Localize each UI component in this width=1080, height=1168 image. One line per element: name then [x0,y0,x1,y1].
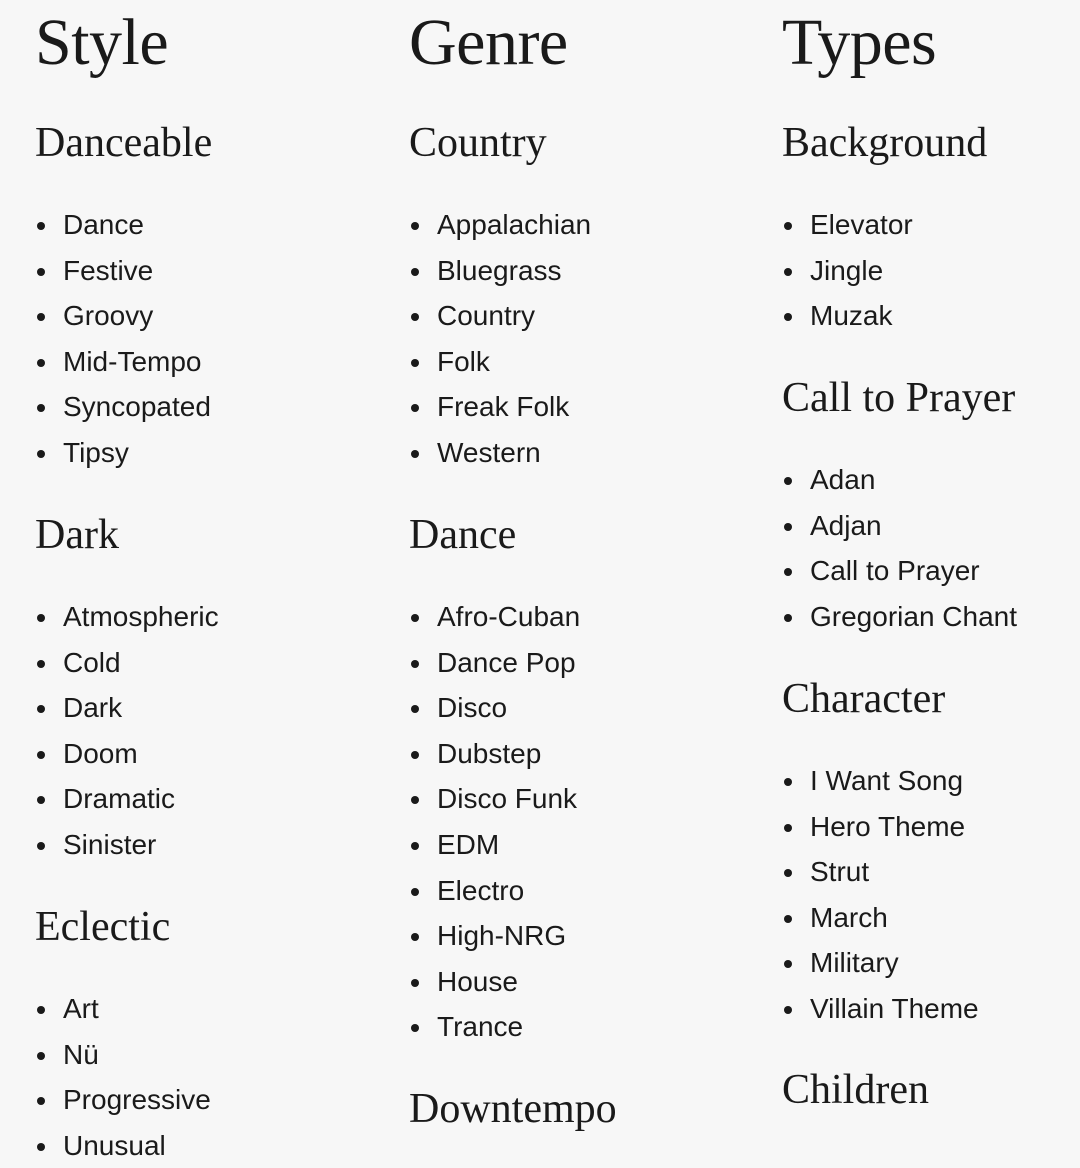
list-item: Folk [409,339,591,385]
section-title: Dance [409,512,517,558]
section-character [782,676,1080,1024]
section-title: Eclectic [35,904,171,950]
item-list [35,986,211,1168]
list-item: Hero Theme [782,804,979,850]
list-item: Elevator [782,202,913,248]
item-list [35,594,219,868]
list-item: Unusual [35,1123,211,1168]
list-item: Adjan [782,503,1017,549]
section-children [782,1067,1080,1113]
list-item: Muzak [782,293,913,339]
list-item: Disco [409,685,580,731]
list-item: Sinister [35,822,219,868]
section-title: Country [409,120,547,166]
item-list [782,202,913,339]
column-title: Genre [409,6,568,79]
list-item: House [409,959,580,1005]
item-list [409,202,591,476]
section-title: Call to Prayer [782,375,1016,421]
list-item: High-NRG [409,913,580,959]
section-dark [35,512,365,860]
section-danceable [35,120,365,468]
list-item: I Want Song [782,758,979,804]
column-title: Types [782,6,937,79]
section-country [409,120,739,468]
list-item: Electro [409,868,580,914]
list-item: Appalachian [409,202,591,248]
column-title: Style [35,6,169,79]
list-item: Dubstep [409,731,580,777]
section-title: Dark [35,512,119,558]
list-item: Dark [35,685,219,731]
list-item: Afro-Cuban [409,594,580,640]
list-item: Military [782,940,979,986]
list-item: Progressive [35,1077,211,1123]
item-list [782,758,979,1032]
list-item: Doom [35,731,219,777]
section-call-to-prayer [782,375,1080,632]
list-item: Groovy [35,293,211,339]
section-title: Background [782,120,988,166]
section-downtempo [409,1086,739,1132]
list-item: Trance [409,1004,580,1050]
section-title: Downtempo [409,1086,617,1132]
section-background [782,120,1080,332]
list-item: Tipsy [35,430,211,476]
list-item: Bluegrass [409,248,591,294]
list-item: Freak Folk [409,384,591,430]
list-item: Disco Funk [409,776,580,822]
section-title: Children [782,1067,929,1113]
list-item: Cold [35,640,219,686]
list-item: Gregorian Chant [782,594,1017,640]
list-item: Dance [35,202,211,248]
list-item: Syncopated [35,384,211,430]
section-title: Character [782,676,946,722]
item-list [782,457,1017,639]
list-item: Villain Theme [782,986,979,1032]
section-dance [409,512,739,1043]
list-item: Atmospheric [35,594,219,640]
list-item: Art [35,986,211,1032]
list-item: EDM [409,822,580,868]
list-item: Dramatic [35,776,219,822]
list-item: Dance Pop [409,640,580,686]
item-list [35,202,211,476]
list-item: Mid-Tempo [35,339,211,385]
list-item: Adan [782,457,1017,503]
list-item: Western [409,430,591,476]
list-item: Country [409,293,591,339]
section-title: Danceable [35,120,213,166]
section-eclectic [35,904,365,1161]
list-item: Festive [35,248,211,294]
list-item: Nü [35,1032,211,1078]
item-list [409,594,580,1050]
list-item: Strut [782,849,979,895]
list-item: March [782,895,979,941]
list-item: Call to Prayer [782,548,1017,594]
list-item: Jingle [782,248,913,294]
